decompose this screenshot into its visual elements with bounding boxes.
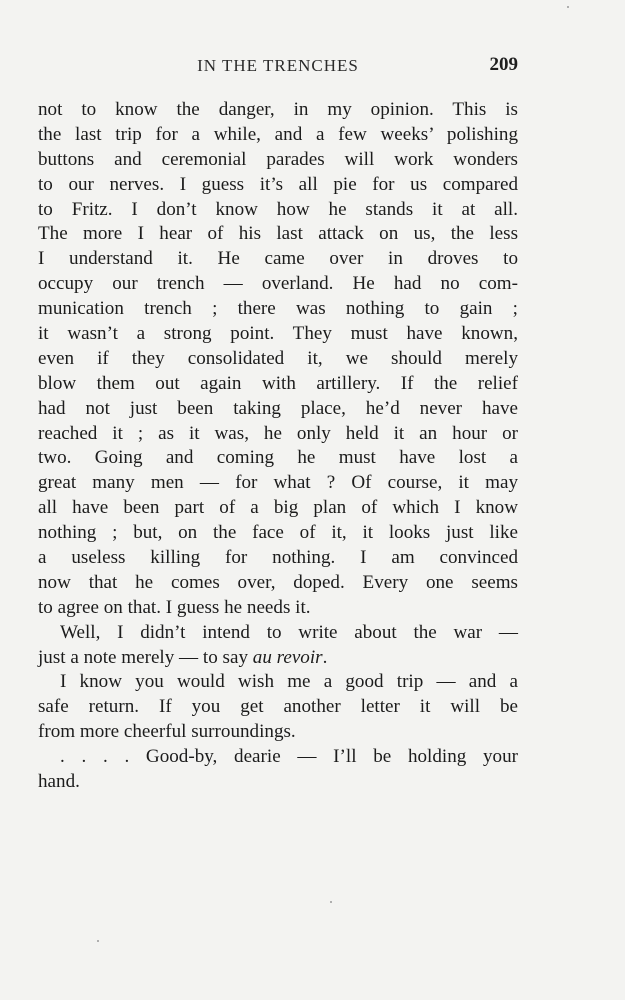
running-head xyxy=(38,56,518,78)
text-line-10: it wasn’t a strong point. They must have known, xyxy=(38,323,518,345)
text-line-20: now that he comes over, doped. Every one seems xyxy=(38,571,518,593)
text-line-4: to our nerves. I guess it’s all pie for us compared xyxy=(38,173,518,195)
text-line-11: even if they consolidated it, we should merely xyxy=(38,347,518,369)
text-line-1: not to know the danger, in my opinion. This is xyxy=(38,99,518,120)
text-line-9: munication trench ; there was nothing to gain ; xyxy=(38,298,518,320)
text-line-24: I know you would wish me a good trip — and a xyxy=(60,671,518,693)
text-line-15: two. Going and coming he must have lost a xyxy=(38,447,518,469)
text-line-3: buttons and ceremonial parades will work wonders xyxy=(38,148,518,170)
text-line-23-end: . xyxy=(322,646,328,668)
text-line-18: nothing ; but, on the face of it, it looks just like xyxy=(38,522,518,544)
text-line-19: a useless killing for nothing. I am convinced xyxy=(38,547,518,569)
text-line-7: I understand it. He came over in droves to xyxy=(38,248,518,270)
text-line-6: The more I hear of his last attack on us, the less xyxy=(38,223,518,245)
text-line-27: . . . . Good-by, dearie — I’ll be holding your xyxy=(60,746,518,768)
text-line-12: blow them out again with artillery. If the relief xyxy=(38,372,518,394)
text-line-13: had not just been taking place, he’d never have xyxy=(38,397,518,419)
body-text xyxy=(38,98,518,795)
text-line-14: reached it ; as it was, he only held it an hour or xyxy=(38,422,518,444)
text-line-23-start: just a note merely — to say xyxy=(38,646,253,668)
chapter-title: IN THE TRENCHES xyxy=(197,56,359,75)
text-line-23 xyxy=(38,646,518,671)
text-line-5: to Fritz. I don’t know how he stands it at all. xyxy=(38,198,518,220)
text-line-17: all have been part of a big plan of which I know xyxy=(38,497,518,519)
text-line-16: great many men — for what ? Of course, it may xyxy=(38,472,518,494)
paper-speck xyxy=(330,901,332,903)
text-line-26: from more cheerful surroundings. xyxy=(38,721,296,743)
text-line-25: safe return. If you get another letter it will be xyxy=(38,696,518,718)
italic-phrase: au revoir xyxy=(252,646,323,668)
text-line-8: occupy our trench — overland. He had no com- xyxy=(38,273,518,295)
text-line-22: Well, I didn’t intend to write about the war — xyxy=(60,621,518,643)
page-number: 209 xyxy=(489,54,518,75)
text-line-21: to agree on that. I guess he needs it. xyxy=(38,596,311,618)
paper-speck xyxy=(97,940,99,942)
paper-speck xyxy=(567,6,569,8)
text-line-28: hand. xyxy=(38,771,80,793)
text-line-2: the last trip for a while, and a few weeks’ polishing xyxy=(38,123,518,145)
